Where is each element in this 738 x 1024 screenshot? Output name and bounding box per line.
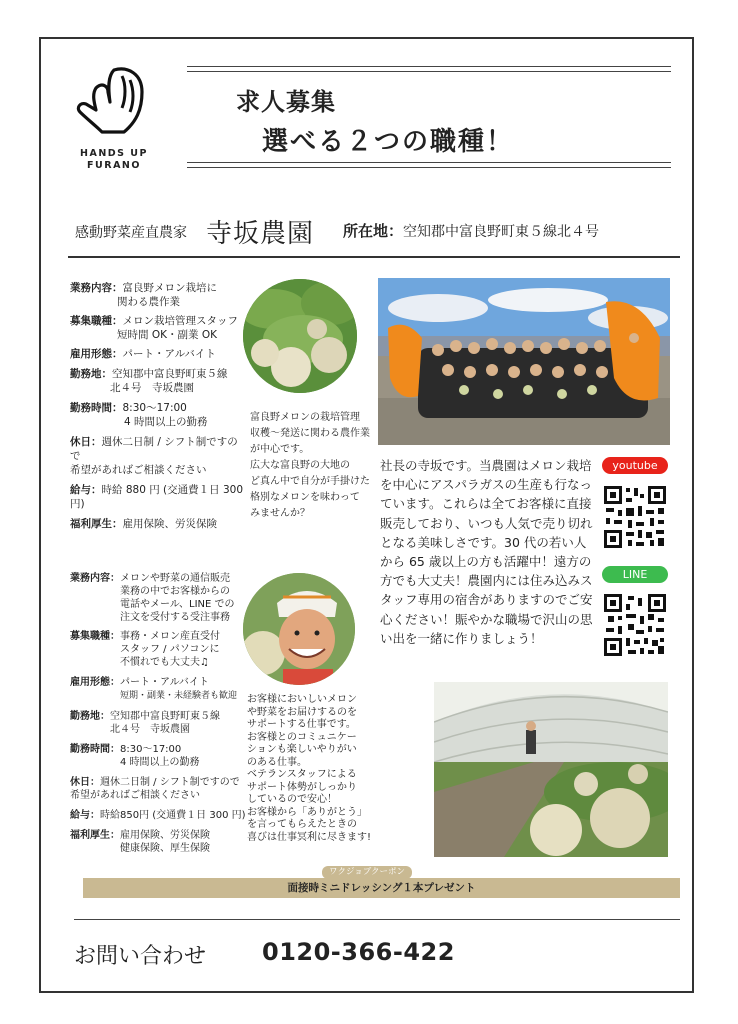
job1-row: 募集職種：メロン栽培管理スタッフ 短時間 OK・副業 OK	[70, 315, 238, 341]
job1-row: 休日：週休二日制 / シフト制ですので 希望があればご相談ください	[70, 436, 238, 476]
job1-info	[70, 281, 248, 531]
job2-info	[70, 572, 248, 855]
page-subtitle: 選べる２つの職種！	[262, 127, 515, 157]
job1-row: 給与：時給 880 円 (交通費１日 300 円)	[70, 484, 244, 510]
job2-row: 福利厚生：雇用保険、労災保険 健康保険、厚生保険	[70, 830, 210, 854]
melon-photo	[243, 279, 357, 393]
contact-label: お問い合わせ	[74, 944, 207, 969]
logo-line1: HANDS UP	[80, 148, 148, 159]
job1-row: 雇用形態：パート・アルバイト	[70, 348, 216, 360]
job2-row: 雇用形態：パート・アルバイト 短期・副業・未経験者も歓迎	[70, 677, 238, 701]
header-rule-bottom	[187, 162, 671, 163]
header-rule-top	[187, 66, 671, 67]
header-rule-top2	[187, 71, 671, 72]
coupon-text: 面接時ミニドレッシング１本プレゼント	[287, 882, 476, 894]
job1-row: 福利厚生：雇用保険、労災保険	[70, 518, 217, 530]
farm-type: 感動野菜産直農家	[75, 225, 187, 241]
line-qr-code[interactable]	[602, 592, 668, 658]
line-badge[interactable]: LINE	[602, 566, 668, 583]
job2-row: 募集職種：事務・メロン産直受付 スタッフ / パソコンに 不慣れでも大丈夫♫	[70, 631, 220, 668]
header-rule-bottom2	[187, 167, 671, 168]
job2-row: 給与：時給850円 (交通費１日 300 円)	[70, 810, 246, 821]
president-message: 社長の寺坂です。当農園はメロン栽培を中心にアスパラガスの生産も行なっています。これらは全てお客様に直接販売しており、いつも人気で売り切れとなる美味しさです。30 代の若い人から 65 歳以上の方も活躍中！遠方の方でも大丈夫！農園内には住み込みスタッフ専用の宿舎がありますのでご安心ください！賑やかな職場で沢山の思い出を一緒に作りましょう！	[380, 458, 593, 646]
farm-rule	[68, 256, 680, 258]
job2-row: 勤務時間：8:30〜17:00 4 時間以上の勤務	[70, 744, 200, 768]
job1-row: 勤務時間：8:30〜17:00 4 時間以上の勤務	[70, 402, 208, 428]
contact-rule	[74, 919, 680, 920]
job1-row: 勤務地：空知郡中富良野町東５線 北４号 寺坂農園	[70, 368, 228, 394]
page-title: 求人募集	[236, 88, 336, 116]
hand-logo-icon	[72, 62, 156, 146]
job1-row: 業務内容：富良野メロン栽培に 関わる農作業	[70, 282, 217, 308]
coupon-tag: ワクジョブクーポン	[322, 866, 412, 879]
job1-description: 富良野メロンの栽培管理 収穫〜発送に関わる農作業 が中心です。 広大な富良野の大地の ど真ん中で自分が手掛けた 格別なメロンを味わって みませんか？	[250, 412, 370, 519]
greenhouse-melon-photo	[434, 682, 668, 857]
job2-row: 業務内容：メロンや野菜の通信販売 業務の中でお客様からの 電話やメール、LINE での 注文を受付する受注事務	[70, 573, 235, 623]
logo-text	[72, 148, 156, 172]
job2-row: 勤務地：空知郡中富良野町東５線 北４号 寺坂農園	[70, 711, 220, 735]
staff-group-photo	[378, 278, 670, 445]
youtube-qr-code[interactable]	[602, 484, 668, 550]
hands-up-logo	[72, 62, 156, 146]
youtube-badge[interactable]: youtube	[602, 457, 668, 474]
job2-description: お客様においしいメロン や野菜をお届けするのを サポートする仕事です。 お客様とのコミュニケー ションも楽しいやりがい のある仕事。 ベテランスタッフによる サポート体勢がしっかり しているので安心！ お客様から「ありがとう」 を言ってもらえたときの 喜びは仕事冥利に尽きます!	[247, 694, 372, 843]
location-value: 空知郡中富良野町東５線北４号	[403, 224, 600, 240]
farm-location	[343, 220, 599, 241]
location-label: 所在地：	[343, 222, 404, 240]
contact-phone[interactable]: 0120-366-422	[262, 938, 455, 966]
job2-row: 休日：週休二日制 / シフト制ですので 希望があればご相談ください	[70, 777, 240, 801]
staff-portrait-photo	[243, 573, 355, 685]
farm-name: 寺坂農園	[206, 219, 315, 249]
logo-line2: FURANO	[87, 160, 141, 171]
